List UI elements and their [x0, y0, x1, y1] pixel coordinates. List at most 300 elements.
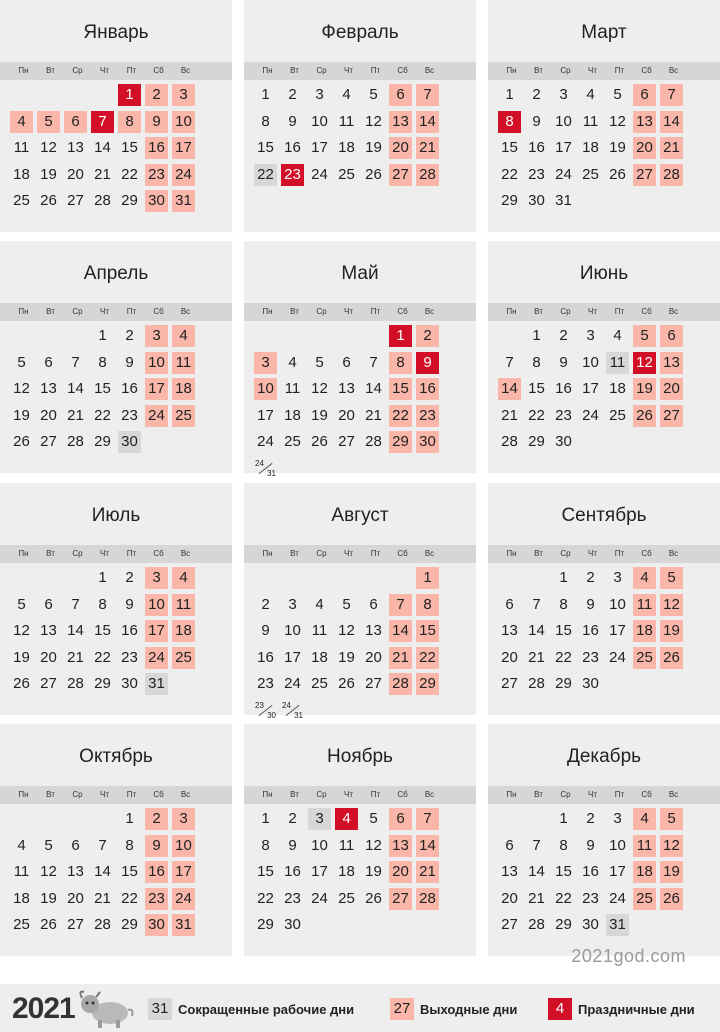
day-cell[interactable]: 9 [261, 622, 270, 639]
day-cell[interactable]: 8 [559, 595, 568, 613]
day-cell[interactable]: 17 [145, 620, 168, 642]
day-cell[interactable]: 6 [44, 595, 53, 613]
day-cell[interactable]: 9 [125, 353, 134, 371]
day-cell[interactable]: 13 [40, 380, 57, 397]
day-cell[interactable]: 2 [586, 569, 595, 586]
day-cell[interactable]: 28 [389, 673, 412, 695]
day-cell[interactable]: 23 [121, 648, 138, 666]
day-cell[interactable]: 20 [67, 889, 84, 907]
day-cell[interactable]: 21 [528, 889, 545, 907]
day-cell[interactable]: 28 [501, 433, 518, 450]
day-cell[interactable]: 20 [501, 648, 518, 666]
day-cell[interactable]: 3 [254, 352, 277, 374]
day-cell[interactable]: 30 [416, 431, 439, 453]
day-cell[interactable]: 21 [416, 137, 439, 159]
day-cell[interactable]: 29 [94, 433, 111, 450]
day-cell[interactable]: 20 [660, 378, 683, 400]
day-cell[interactable]: 3 [288, 595, 297, 613]
day-cell[interactable]: 25 [172, 647, 195, 669]
day-cell[interactable]: 26 [365, 165, 382, 183]
day-cell[interactable]: 20 [365, 648, 382, 666]
day-cell[interactable]: 13 [365, 622, 382, 639]
day-cell[interactable]: 31 [172, 190, 195, 212]
day-cell[interactable]: 5 [369, 86, 378, 103]
day-cell[interactable]: 9 [586, 595, 595, 613]
day-cell[interactable]: 26 [13, 675, 30, 692]
day-cell[interactable]: 4 [633, 808, 656, 830]
day-cell[interactable]: 1 [389, 325, 412, 347]
day-cell[interactable]: 8 [532, 353, 541, 371]
day-cell[interactable]: 19 [40, 889, 57, 907]
day-cell[interactable]: 4 [335, 808, 358, 830]
day-cell[interactable]: 28 [365, 433, 382, 450]
day-cell[interactable]: 15 [121, 863, 138, 880]
day-cell[interactable]: 23 [281, 164, 304, 186]
day-cell[interactable]: 29 [416, 673, 439, 695]
day-cell[interactable]: 6 [342, 353, 351, 371]
day-cell[interactable]: 1 [261, 810, 270, 827]
day-cell[interactable]: 11 [633, 594, 656, 616]
day-cell[interactable]: 11 [606, 352, 629, 374]
day-cell[interactable]: 3 [145, 325, 168, 347]
day-cell[interactable]: 16 [528, 139, 545, 156]
day-cell[interactable]: 4 [17, 836, 26, 854]
day-cell[interactable]: 19 [609, 139, 626, 156]
day-cell[interactable]: 28 [528, 675, 545, 692]
day-cell[interactable]: 11 [13, 139, 30, 156]
day-cell[interactable]: 25 [284, 433, 301, 450]
day-cell[interactable]: 2 [559, 327, 568, 344]
day-cell[interactable]: 21 [94, 889, 111, 907]
day-cell[interactable]: 18 [582, 139, 599, 156]
day-cell[interactable]: 28 [416, 164, 439, 186]
day-cell[interactable]: 26 [609, 165, 626, 183]
day-cell[interactable]: 5 [660, 567, 683, 589]
day-cell[interactable]: 11 [284, 380, 301, 397]
site-url[interactable]: 2021god.com [571, 946, 686, 966]
day-cell[interactable]: 1 [559, 569, 568, 586]
day-cell[interactable]: 2 [145, 808, 168, 830]
day-cell[interactable]: 23 [257, 675, 274, 692]
day-cell[interactable]: 8 [416, 594, 439, 616]
day-cell[interactable]: 7 [71, 353, 80, 371]
day-cell[interactable]: 24 [609, 648, 626, 666]
day-cell[interactable]: 9 [586, 836, 595, 854]
day-cell[interactable]: 18 [633, 620, 656, 642]
day-cell[interactable]: 23 [416, 405, 439, 427]
day-cell[interactable]: 18 [13, 165, 30, 183]
day-cell[interactable]: 15 [94, 380, 111, 397]
day-cell[interactable]: 16 [555, 380, 572, 397]
day-cell[interactable]: 7 [505, 353, 514, 371]
day-cell[interactable]: 3 [145, 567, 168, 589]
day-cell[interactable]: 22 [555, 648, 572, 666]
day-cell[interactable]: 21 [365, 406, 382, 424]
day-cell[interactable]: 19 [365, 863, 382, 880]
day-cell[interactable]: 29 [94, 675, 111, 692]
day-cell[interactable]: 15 [528, 380, 545, 397]
day-cell[interactable]: 31 [172, 914, 195, 936]
day-cell[interactable]: 27 [67, 916, 84, 933]
day-cell[interactable]: 13 [633, 111, 656, 133]
day-cell[interactable]: 5 [613, 86, 622, 103]
day-cell[interactable]: 30 [118, 431, 141, 453]
day-cell[interactable]: 30 [528, 192, 545, 209]
day-cell[interactable]: 5 [660, 808, 683, 830]
day-cell[interactable]: 12 [338, 622, 355, 639]
day-cell[interactable]: 1 [261, 86, 270, 103]
day-cell[interactable]: 27 [389, 164, 412, 186]
day-cell[interactable]: 4 [10, 111, 33, 133]
day-cell[interactable]: 15 [257, 139, 274, 156]
day-cell[interactable]: 22 [555, 889, 572, 907]
day-cell[interactable]: 22 [254, 164, 277, 186]
day-cell[interactable]: 23 [582, 648, 599, 666]
day-cell[interactable]: 1 [118, 84, 141, 106]
day-cell[interactable]: 22 [257, 889, 274, 907]
day-cell[interactable]: 15 [94, 622, 111, 639]
day-cell[interactable]: 30 [145, 914, 168, 936]
day-cell[interactable]: 14 [67, 622, 84, 639]
day-cell[interactable]: 21 [389, 647, 412, 669]
day-cell[interactable]: 2 [416, 325, 439, 347]
day-cell[interactable]: 7 [71, 595, 80, 613]
day-cell[interactable]: 8 [389, 352, 412, 374]
day-cell[interactable]: 13 [501, 863, 518, 880]
day-cell[interactable]: 5 [17, 353, 26, 371]
day-cell[interactable]: 6 [660, 325, 683, 347]
day-cell[interactable]: 29 [257, 916, 274, 933]
day-cell[interactable]: 7 [389, 594, 412, 616]
day-cell[interactable]: 24 [172, 164, 195, 186]
day-cell[interactable]: 16 [582, 863, 599, 880]
day-cell[interactable]: 16 [284, 139, 301, 156]
day-cell[interactable]: 18 [172, 620, 195, 642]
day-cell[interactable]: 5 [44, 836, 53, 854]
day-cell[interactable]: 4 [633, 567, 656, 589]
day-cell[interactable]: 6 [64, 111, 87, 133]
day-cell[interactable]: 18 [633, 861, 656, 883]
day-cell[interactable]: 7 [98, 836, 107, 854]
day-cell[interactable] [254, 458, 277, 480]
day-cell[interactable]: 30 [145, 190, 168, 212]
day-cell[interactable]: 13 [67, 863, 84, 880]
day-cell[interactable]: 12 [311, 380, 328, 397]
day-cell[interactable]: 5 [633, 325, 656, 347]
day-cell[interactable]: 6 [505, 836, 514, 854]
day-cell[interactable]: 11 [172, 352, 195, 374]
day-cell[interactable]: 28 [67, 675, 84, 692]
day-cell[interactable]: 8 [98, 595, 107, 613]
day-cell[interactable]: 11 [13, 863, 30, 880]
day-cell[interactable]: 14 [67, 380, 84, 397]
day-cell[interactable]: 30 [582, 675, 599, 692]
day-cell[interactable]: 30 [582, 916, 599, 933]
day-cell[interactable]: 26 [633, 405, 656, 427]
day-cell[interactable]: 23 [528, 165, 545, 183]
day-cell[interactable]: 6 [44, 353, 53, 371]
day-cell[interactable]: 18 [311, 648, 328, 666]
day-cell[interactable]: 14 [416, 111, 439, 133]
day-cell[interactable]: 27 [338, 433, 355, 450]
day-cell[interactable]: 2 [125, 569, 134, 586]
day-cell[interactable]: 10 [609, 836, 626, 854]
day-cell[interactable]: 14 [528, 622, 545, 639]
day-cell[interactable]: 17 [609, 622, 626, 639]
day-cell[interactable]: 17 [609, 863, 626, 880]
day-cell[interactable]: 10 [254, 378, 277, 400]
day-cell[interactable]: 26 [660, 888, 683, 910]
day-cell[interactable]: 28 [660, 164, 683, 186]
day-cell[interactable]: 12 [40, 139, 57, 156]
day-cell[interactable]: 1 [505, 86, 514, 103]
day-cell[interactable]: 22 [94, 406, 111, 424]
day-cell[interactable]: 28 [67, 433, 84, 450]
day-cell[interactable]: 11 [338, 112, 355, 130]
day-cell[interactable]: 23 [145, 164, 168, 186]
day-cell[interactable]: 13 [40, 622, 57, 639]
day-cell[interactable]: 13 [660, 352, 683, 374]
day-cell[interactable]: 7 [91, 111, 114, 133]
day-cell[interactable]: 17 [582, 380, 599, 397]
day-cell[interactable]: 14 [94, 863, 111, 880]
day-cell[interactable]: 24 [311, 165, 328, 183]
day-cell[interactable]: 23 [284, 889, 301, 907]
day-cell[interactable]: 26 [311, 433, 328, 450]
day-cell[interactable]: 19 [311, 406, 328, 424]
day-cell[interactable]: 29 [121, 192, 138, 209]
day-cell[interactable]: 20 [67, 165, 84, 183]
day-cell[interactable]: 20 [389, 861, 412, 883]
day-cell[interactable]: 21 [67, 648, 84, 666]
day-cell[interactable]: 10 [145, 352, 168, 374]
day-cell[interactable]: 8 [559, 836, 568, 854]
day-cell[interactable]: 20 [40, 406, 57, 424]
day-cell[interactable]: 4 [613, 327, 622, 344]
day-cell[interactable]: 15 [555, 622, 572, 639]
day-cell[interactable]: 28 [94, 916, 111, 933]
day-cell[interactable]: 4 [342, 86, 351, 103]
day-cell[interactable]: 23 [582, 889, 599, 907]
day-cell[interactable]: 20 [338, 406, 355, 424]
day-cell[interactable]: 11 [172, 594, 195, 616]
day-cell[interactable]: 1 [125, 810, 134, 827]
day-cell[interactable]: 7 [532, 595, 541, 613]
day-cell[interactable]: 1 [98, 569, 107, 586]
day-cell[interactable]: 13 [389, 835, 412, 857]
day-cell[interactable]: 14 [365, 380, 382, 397]
day-cell[interactable]: 10 [172, 111, 195, 133]
day-cell[interactable]: 31 [606, 914, 629, 936]
day-cell[interactable]: 9 [145, 111, 168, 133]
day-cell[interactable]: 5 [342, 595, 351, 613]
day-cell[interactable]: 3 [315, 86, 324, 103]
day-cell[interactable]: 3 [613, 810, 622, 827]
day-cell[interactable]: 14 [498, 378, 521, 400]
day-cell[interactable]: 4 [315, 595, 324, 613]
day-cell[interactable]: 26 [660, 647, 683, 669]
day-cell[interactable]: 30 [284, 916, 301, 933]
day-cell[interactable]: 10 [582, 353, 599, 371]
day-cell[interactable]: 25 [311, 675, 328, 692]
day-cell[interactable]: 27 [501, 675, 518, 692]
day-cell[interactable]: 12 [660, 835, 683, 857]
day-cell[interactable]: 24 [145, 405, 168, 427]
day-cell[interactable]: 2 [125, 327, 134, 344]
day-cell[interactable]: 26 [13, 433, 30, 450]
day-cell[interactable]: 19 [40, 165, 57, 183]
day-cell[interactable]: 13 [67, 139, 84, 156]
day-cell[interactable]: 10 [172, 835, 195, 857]
day-cell[interactable]: 6 [369, 595, 378, 613]
day-cell[interactable]: 27 [389, 888, 412, 910]
day-cell[interactable]: 13 [501, 622, 518, 639]
day-cell[interactable]: 17 [257, 406, 274, 424]
day-cell[interactable]: 24 [257, 433, 274, 450]
day-cell[interactable]: 26 [40, 916, 57, 933]
day-cell[interactable]: 9 [416, 352, 439, 374]
day-cell[interactable]: 12 [40, 863, 57, 880]
day-cell[interactable]: 24 [311, 889, 328, 907]
day-cell[interactable]: 24 [582, 406, 599, 424]
day-cell[interactable]: 16 [145, 137, 168, 159]
day-cell[interactable]: 17 [311, 139, 328, 156]
day-cell[interactable]: 1 [559, 810, 568, 827]
day-cell[interactable]: 21 [416, 861, 439, 883]
day-cell[interactable]: 4 [172, 325, 195, 347]
day-cell[interactable]: 12 [365, 836, 382, 854]
day-cell[interactable]: 16 [145, 861, 168, 883]
day-cell[interactable]: 30 [555, 433, 572, 450]
day-cell[interactable]: 26 [338, 675, 355, 692]
day-cell[interactable]: 27 [40, 433, 57, 450]
day-cell[interactable]: 3 [613, 569, 622, 586]
day-cell[interactable]: 8 [98, 353, 107, 371]
day-cell[interactable]: 14 [389, 620, 412, 642]
day-cell[interactable]: 25 [338, 165, 355, 183]
day-cell[interactable]: 6 [389, 808, 412, 830]
day-cell[interactable]: 16 [121, 622, 138, 639]
day-cell[interactable]: 14 [528, 863, 545, 880]
day-cell[interactable]: 15 [257, 863, 274, 880]
day-cell[interactable]: 21 [660, 137, 683, 159]
day-cell[interactable]: 22 [121, 165, 138, 183]
day-cell[interactable]: 19 [660, 861, 683, 883]
day-cell[interactable]: 10 [609, 595, 626, 613]
day-cell[interactable]: 17 [284, 648, 301, 666]
day-cell[interactable]: 30 [121, 675, 138, 692]
day-cell[interactable]: 23 [121, 406, 138, 424]
day-cell[interactable]: 4 [586, 86, 595, 103]
day-cell[interactable]: 8 [125, 836, 134, 854]
day-cell[interactable]: 2 [586, 810, 595, 827]
day-cell[interactable]: 17 [311, 863, 328, 880]
day-cell[interactable]: 9 [288, 836, 297, 854]
day-cell[interactable]: 22 [528, 406, 545, 424]
day-cell[interactable]: 16 [257, 648, 274, 666]
day-cell[interactable]: 24 [555, 165, 572, 183]
day-cell[interactable]: 22 [416, 647, 439, 669]
day-cell[interactable]: 19 [633, 378, 656, 400]
day-cell[interactable]: 5 [315, 353, 324, 371]
day-cell[interactable]: 21 [94, 165, 111, 183]
day-cell[interactable]: 9 [532, 112, 541, 130]
day-cell[interactable]: 12 [13, 622, 30, 639]
day-cell[interactable]: 10 [284, 622, 301, 639]
day-cell[interactable]: 13 [338, 380, 355, 397]
day-cell[interactable]: 15 [416, 620, 439, 642]
day-cell[interactable]: 7 [532, 836, 541, 854]
day-cell[interactable]: 27 [660, 405, 683, 427]
day-cell[interactable]: 29 [121, 916, 138, 933]
day-cell[interactable]: 6 [505, 595, 514, 613]
day-cell[interactable]: 10 [145, 594, 168, 616]
day-cell[interactable]: 5 [17, 595, 26, 613]
day-cell[interactable]: 15 [501, 139, 518, 156]
day-cell[interactable]: 23 [555, 406, 572, 424]
day-cell[interactable]: 25 [609, 406, 626, 424]
day-cell[interactable]: 22 [121, 889, 138, 907]
day-cell[interactable]: 12 [13, 380, 30, 397]
day-cell[interactable]: 10 [555, 112, 572, 130]
day-cell[interactable]: 6 [389, 84, 412, 106]
day-cell[interactable]: 16 [582, 622, 599, 639]
day-cell[interactable]: 13 [389, 111, 412, 133]
day-cell[interactable]: 17 [145, 378, 168, 400]
day-cell[interactable]: 31 [555, 192, 572, 209]
day-cell[interactable]: 6 [633, 84, 656, 106]
day-cell[interactable]: 12 [365, 112, 382, 130]
day-cell[interactable]: 29 [555, 675, 572, 692]
day-cell[interactable]: 10 [311, 112, 328, 130]
day-cell[interactable]: 11 [311, 622, 328, 639]
day-cell[interactable]: 4 [288, 353, 297, 371]
day-cell[interactable]: 3 [586, 327, 595, 344]
day-cell[interactable]: 27 [501, 916, 518, 933]
day-cell[interactable]: 15 [121, 139, 138, 156]
day-cell[interactable]: 27 [365, 675, 382, 692]
day-cell[interactable]: 29 [389, 431, 412, 453]
day-cell[interactable]: 24 [172, 888, 195, 910]
day-cell[interactable]: 22 [389, 405, 412, 427]
day-cell[interactable]: 7 [416, 808, 439, 830]
day-cell[interactable]: 24 [609, 889, 626, 907]
day-cell[interactable]: 3 [559, 86, 568, 103]
day-cell[interactable]: 27 [67, 192, 84, 209]
day-cell[interactable]: 8 [261, 836, 270, 854]
day-cell[interactable]: 31 [145, 673, 168, 695]
day-cell[interactable]: 6 [71, 836, 80, 854]
day-cell[interactable]: 19 [365, 139, 382, 156]
day-cell[interactable]: 24 [284, 675, 301, 692]
day-cell[interactable]: 25 [633, 647, 656, 669]
day-cell[interactable]: 29 [528, 433, 545, 450]
day-cell[interactable]: 2 [261, 595, 270, 613]
day-cell[interactable]: 27 [633, 164, 656, 186]
day-cell[interactable]: 24 [145, 647, 168, 669]
day-cell[interactable]: 5 [369, 810, 378, 827]
day-cell[interactable]: 15 [555, 863, 572, 880]
day-cell[interactable]: 21 [67, 406, 84, 424]
day-cell[interactable]: 4 [172, 567, 195, 589]
day-cell[interactable]: 1 [532, 327, 541, 344]
day-cell[interactable]: 20 [389, 137, 412, 159]
day-cell[interactable]: 17 [172, 137, 195, 159]
day-cell[interactable]: 3 [172, 808, 195, 830]
day-cell[interactable]: 26 [40, 192, 57, 209]
day-cell[interactable]: 18 [172, 378, 195, 400]
day-cell[interactable]: 26 [365, 889, 382, 907]
